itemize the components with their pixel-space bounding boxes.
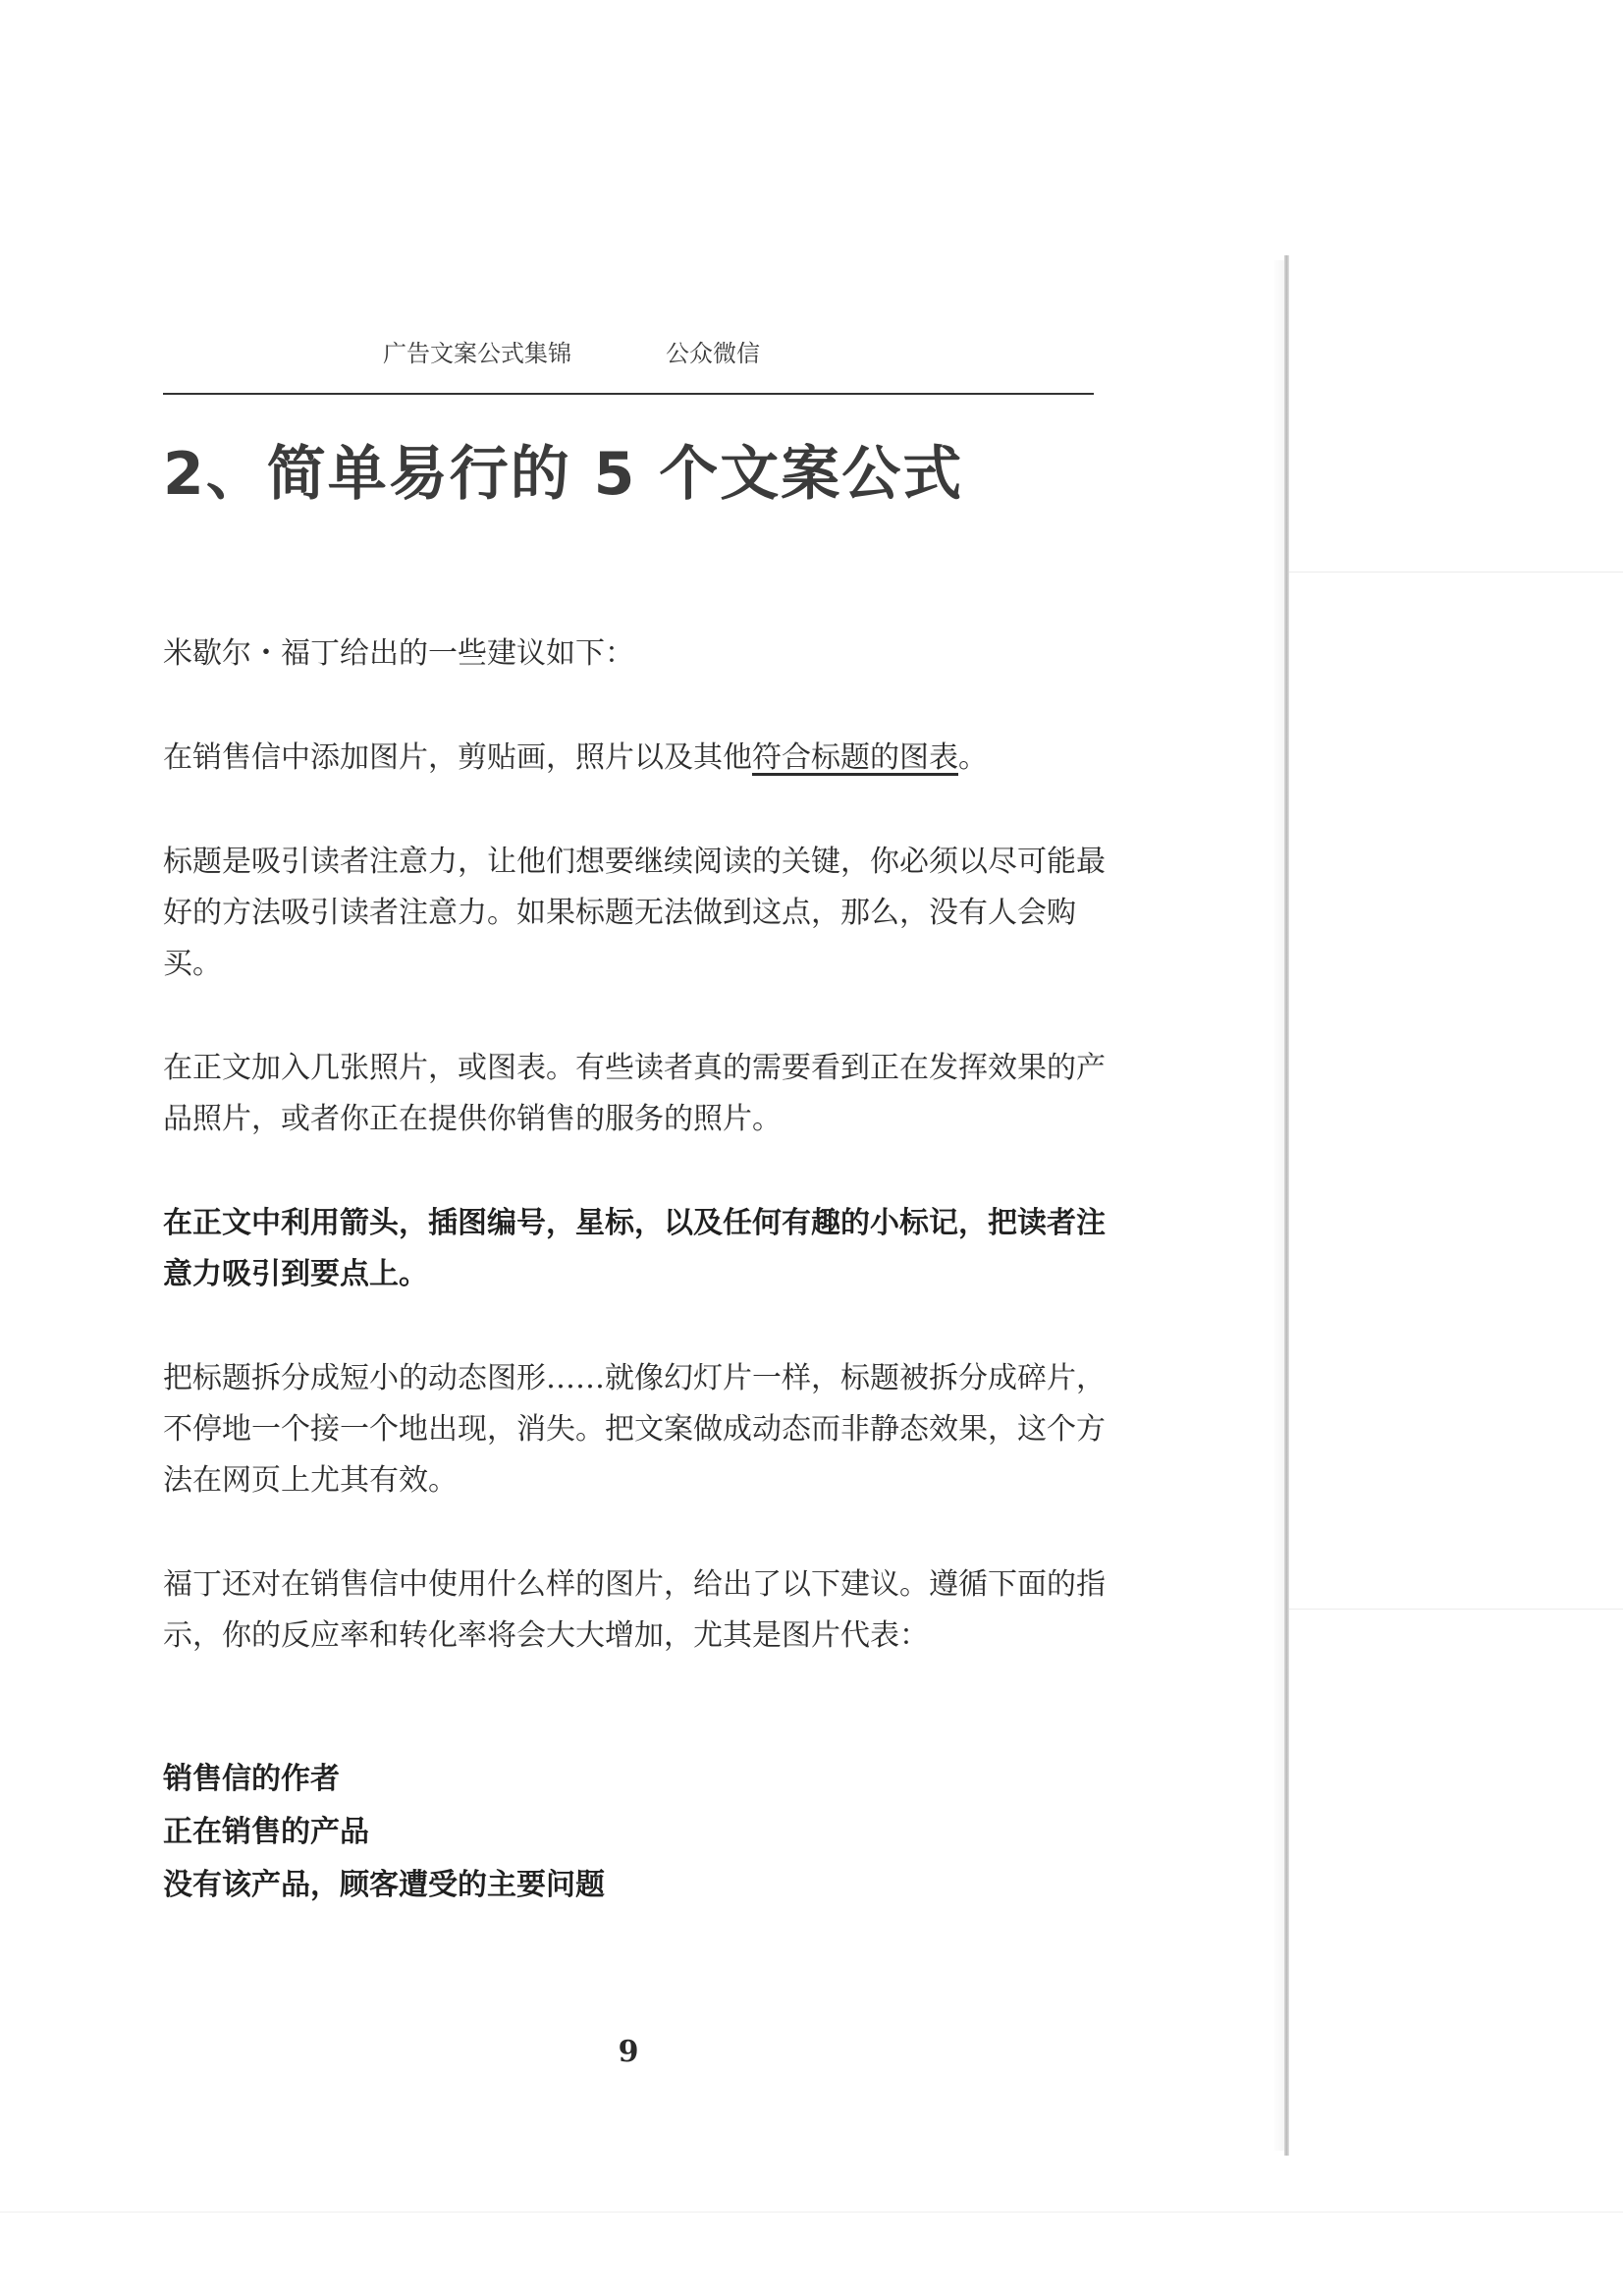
- scan-artifact-line: [1289, 1609, 1623, 1610]
- header-rule: [163, 393, 1094, 395]
- bold-list: [163, 1753, 605, 1912]
- paragraph-headline: 标题是吸引读者注意力，让他们想要继续阅读的关键，你必须以尽可能最好的方法吸引读者注意力。如果标题无法做到这点，那么，没有人会购买。: [163, 845, 1106, 981]
- paragraph-add-images-end: 。: [958, 740, 988, 775]
- underlined-phrase: 符合标题的图表: [752, 740, 958, 775]
- body-text: [163, 629, 1106, 1711]
- paragraph-fortin-advice: 福丁还对在销售信中使用什么样的图片，给出了以下建议。遵循下面的指示，你的反应率和转化率将会大大增加，尤其是图片代表：: [163, 1567, 1106, 1653]
- page-number: 9: [618, 2035, 639, 2069]
- running-header: [383, 334, 760, 368]
- list-item: 正在销售的产品: [163, 1815, 369, 1849]
- paragraph-intro: 米歇尔・福丁给出的一些建议如下：: [163, 636, 634, 671]
- page-edge: [1284, 255, 1289, 2156]
- header-book-title: 广告文案公式集锦: [383, 340, 571, 367]
- section-title: 2、简单易行的 5 个文案公式: [163, 440, 964, 509]
- paragraph-dynamic: 把标题拆分成短小的动态图形……就像幻灯片一样，标题被拆分成碎片，不停地一个接一个地出现，消失。把文案做成动态而非静态效果，这个方法在网页上尤其有效。: [163, 1361, 1106, 1498]
- scan-artifact-line: [1289, 572, 1623, 573]
- paragraph-add-images: [163, 733, 1106, 784]
- paragraph-photos: 在正文加入几张照片，或图表。有些读者真的需要看到正在发挥效果的产品照片，或者你正在提供你销售的服务的照片。: [163, 1051, 1106, 1136]
- paragraph-add-images-text: 在销售信中添加图片，剪贴画，照片以及其他: [163, 740, 752, 775]
- paragraph-arrows-bold: 在正文中利用箭头，插图编号，星标，以及任何有趣的小标记，把读者注意力吸引到要点上。: [163, 1206, 1106, 1291]
- page-edge-shadow: [1272, 260, 1284, 2151]
- list-item: 没有该产品，顾客遭受的主要问题: [163, 1868, 605, 1902]
- scan-artifact-line: [0, 2212, 1623, 2213]
- header-wechat: 公众微信: [666, 340, 760, 367]
- list-item: 销售信的作者: [163, 1762, 340, 1796]
